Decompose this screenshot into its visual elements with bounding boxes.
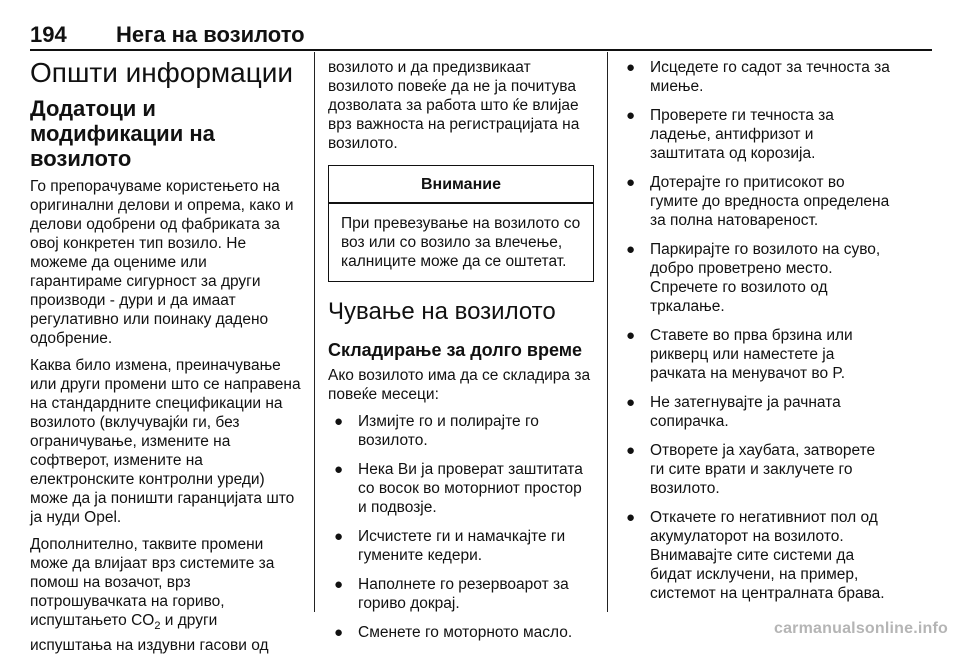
list-item xyxy=(328,460,594,517)
column-divider-2 xyxy=(607,52,608,612)
column-divider-1 xyxy=(314,52,315,612)
bullet-icon: ● xyxy=(626,59,636,76)
list-item-text: Отворете ја хаубата, затворете ги сите врати и заклучете го возилото. xyxy=(650,442,876,497)
list-item-text: Исцедете го садот за течноста за миење. xyxy=(650,59,890,95)
list-item-text: Паркирајте го возилото на суво, добро проветрено место. Спречете го возилото од тркалање. xyxy=(650,241,881,315)
bullet-icon: ● xyxy=(334,527,344,545)
list-item xyxy=(328,623,594,642)
running-title: Нега на возилото xyxy=(116,22,305,47)
list-item-text: Исчистете ги и намачкајте ги гумените кедери. xyxy=(358,527,566,564)
bullet-icon: ● xyxy=(334,575,344,593)
notice-box xyxy=(328,165,594,282)
list-item xyxy=(620,106,890,163)
list-item xyxy=(620,441,890,498)
paragraph: возилото и да предизвикаат возилото повеќе да не ја почитува дозволата за работа што ќе влијае врз важноста на регистрацијата на возилото. xyxy=(328,59,580,152)
list-item-text: Дотерајте го притисокот во гумите до вредноста определена за полна натовареност. xyxy=(650,174,890,229)
bullet-icon: ● xyxy=(626,442,636,459)
paragraph-text: Дополнително, таквите промени може да влијаат врз системите за помош на возачот, врз потрошувачката на гориво, испуштањето CO xyxy=(30,536,275,629)
list-item-text: Наполнете го резервоарот за гориво докрај. xyxy=(358,575,569,612)
list-item-text: Откачете го негативниот пол од акумулаторот на возилото. Внимавајте сите системи да бидат исклучени, на пример, системот на централната брава. xyxy=(650,509,885,602)
list-item xyxy=(620,508,890,603)
header-rule xyxy=(30,49,932,51)
page-number: 194 xyxy=(30,22,67,47)
bullet-icon: ● xyxy=(334,460,344,478)
bullet-icon: ● xyxy=(626,509,636,526)
list-item xyxy=(328,527,594,565)
bullet-icon: ● xyxy=(626,174,636,191)
bullet-icon: ● xyxy=(334,623,344,641)
notice-title: Внимание xyxy=(421,176,501,193)
list-item xyxy=(328,575,594,613)
section-heading: Чување на возилото xyxy=(328,297,556,325)
bullet-icon: ● xyxy=(626,327,636,344)
paragraph: Каква било измена, преиначување или други промени што се направена на стандардните спецификации на возилото (вклучувајќи ги, без ограничување, измените на софтверот, измените на електронските контролни уреди) може да ја поништи гаранцијата што ја нуди Opel. xyxy=(30,357,301,526)
watermark: carmanualsonline.info xyxy=(773,620,948,637)
column-1 xyxy=(30,58,302,663)
bullet-list xyxy=(328,412,594,642)
section-heading: Општи информации xyxy=(30,57,294,88)
list-item xyxy=(620,173,890,230)
list-item-text: Измијте го и полирајте го возилото. xyxy=(358,412,539,449)
subsection-heading: Додатоци и модификации на возилото xyxy=(30,96,215,171)
list-item-text: Проверете ги течноста за ладење, антифризот и заштитата од корозија. xyxy=(650,107,834,162)
bullet-icon: ● xyxy=(334,412,344,430)
list-item-text: Сменете го моторното масло. xyxy=(358,623,573,641)
list-item xyxy=(620,326,890,383)
bullet-icon: ● xyxy=(626,394,636,411)
bullet-icon: ● xyxy=(626,107,636,124)
list-item xyxy=(620,58,890,96)
list-item-text: Нека Ви ја проверат заштитата со восок во моторниот простор и подвозје. xyxy=(358,460,583,516)
notice-body: При превезување на возилото со воз или со возило за влечење, калниците може да се оштетат. xyxy=(341,214,581,270)
subsection-heading: Складирање за долго време xyxy=(328,339,583,360)
page-header xyxy=(30,22,932,50)
column-3 xyxy=(620,58,890,613)
column-2 xyxy=(328,58,594,652)
list-item xyxy=(620,240,890,316)
paragraph: Ако возилото има да се складира за повеќе месеци: xyxy=(328,366,591,403)
paragraph xyxy=(30,535,302,655)
list-item xyxy=(620,393,890,431)
list-item xyxy=(328,412,594,450)
list-item-text: Не затегнувајте ја рачната сопирачка. xyxy=(650,394,841,430)
paragraph-text: и други испуштања на издувни гасови од xyxy=(30,612,269,655)
paragraph: Го препорачуваме користењето на оригинални делови и опрема, како и делови одобрени од фабриката за овој конкретен тип возило. Не можеме да оцениме или гарантираме сигурност за други производи - дури и да имаат регулативно или поинаку дадено одобрение. xyxy=(30,178,294,347)
bullet-icon: ● xyxy=(626,241,636,258)
bullet-list xyxy=(620,58,890,603)
list-item-text: Ставете во прва брзина или рикверц или наместете ја рачката на менувачот во P. xyxy=(650,327,853,382)
subscript: 2 xyxy=(154,620,161,633)
